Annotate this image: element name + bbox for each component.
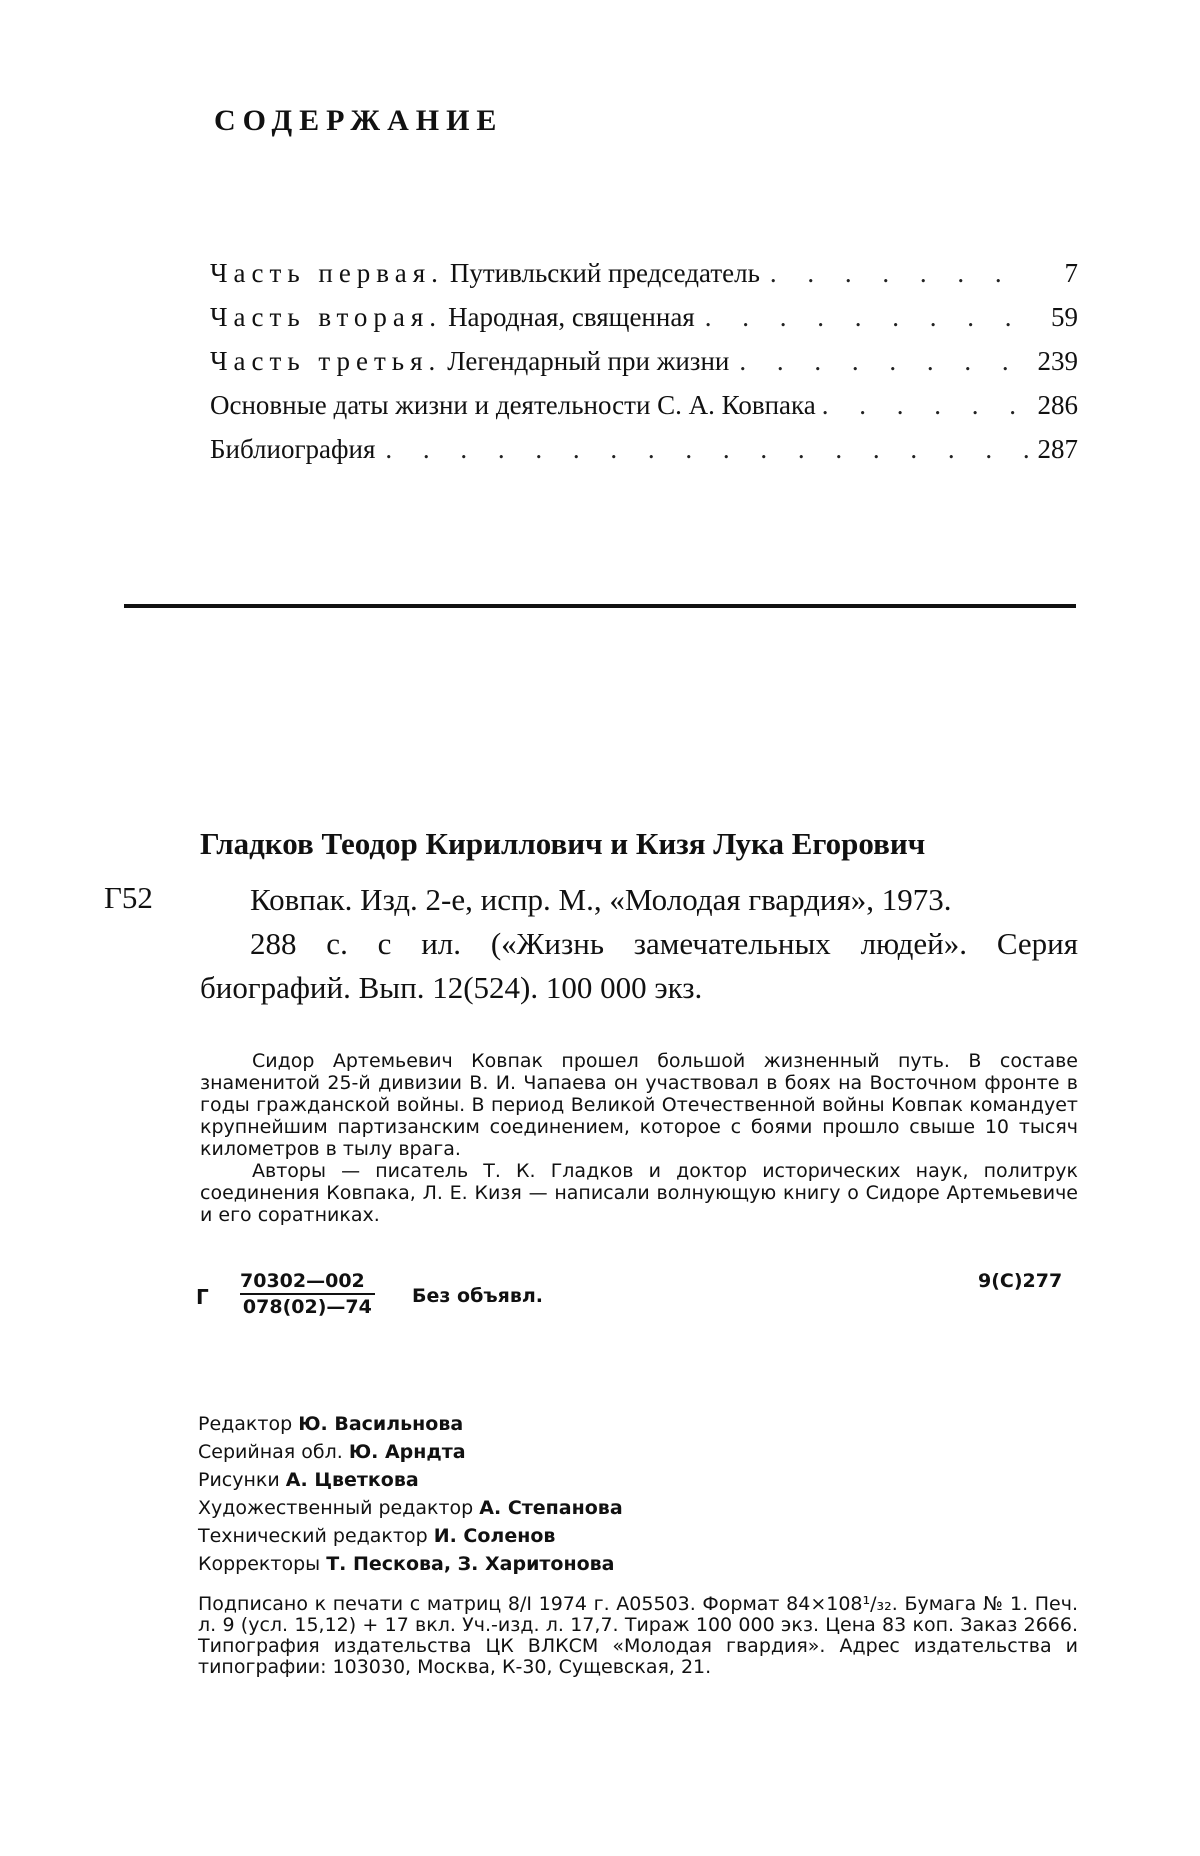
credit-row	[198, 1494, 623, 1522]
toc-part-label: Часть третья.	[210, 346, 441, 376]
annotation-paragraph: Сидор Артемьевич Ковпак прошел большой жизненный путь. В составе знаменитой 25-й дивизии В. И. Чапаева он участвовал в боях на Восточном фронте в годы гражданской войны. В период Великой Отечественной войны Ковпак командует крупнейшим партизанским соединением, которое с боями прошло свыше 10 тысяч километров в тылу врага.	[200, 1050, 1078, 1160]
credit-row	[198, 1410, 623, 1438]
credit-row	[198, 1550, 623, 1578]
record-annotation	[200, 1050, 1078, 1226]
credit-name: И. Соленов	[434, 1525, 556, 1547]
annotation-paragraph: Авторы — писатель Т. К. Гладков и доктор исторических наук, политрук соединения Ковпака, Л. Е. Кизя — написали волнующую книгу о Сидоре Артемьевиче и его соратниках.	[200, 1160, 1078, 1226]
bibliographic-record	[200, 878, 1078, 1010]
credit-name: Ю. Васильнова	[298, 1413, 463, 1435]
credit-row	[198, 1466, 623, 1494]
credit-name: Т. Пескова, З. Харитонова	[326, 1553, 614, 1575]
credit-role: Корректоры	[198, 1553, 320, 1575]
credits-list	[198, 1410, 623, 1578]
toc-leader-dots	[770, 258, 1032, 289]
record-classmark: Г52	[104, 880, 153, 916]
credit-role: Серийная обл.	[198, 1441, 343, 1463]
credit-row	[198, 1438, 623, 1466]
table-of-contents	[210, 258, 1078, 478]
credit-name: А. Степанова	[479, 1497, 622, 1519]
toc-entry[interactable]	[210, 346, 1078, 390]
toc-page-number: 7	[1042, 258, 1078, 289]
index-numerator: 70302—002	[240, 1270, 375, 1295]
credit-role: Технический редактор	[198, 1525, 428, 1547]
toc-title: Путивльский председатель	[450, 258, 760, 288]
credit-role: Художественный редактор	[198, 1497, 473, 1519]
toc-title: Легендарный при жизни	[447, 346, 729, 376]
credit-role: Рисунки	[198, 1469, 280, 1491]
imprint: Подписано к печати с матриц 8/I 1974 г. А05503. Формат 84×108¹/₃₂. Бумага № 1. Печ. л. 9 (усл. 15,12) + 17 вкл. Уч.-изд. л. 17,7. Тираж 100 000 экз. Цена 83 коп. Заказ 2666. Типография издательства ЦК ВЛКСМ «Молодая гвардия». Адрес издательства и типографии: 103030, Москва, К-30, Сущевская, 21.	[198, 1594, 1078, 1678]
toc-page-number: 239	[1038, 346, 1079, 377]
credit-row	[198, 1522, 623, 1550]
toc-entry[interactable]	[210, 258, 1078, 302]
record-physical-description: 288 с. с ил. («Жизнь замечательных людей». Серия биографий. Вып. 12(524). 100 000 экз.	[200, 922, 1078, 1010]
credit-name: А. Цветкова	[286, 1469, 419, 1491]
toc-title: Библиография	[210, 434, 375, 464]
toc-part-label: Часть первая.	[210, 258, 444, 288]
toc-part-label: Часть вторая.	[210, 302, 442, 332]
toc-title: Народная, священная	[448, 302, 695, 332]
contents-heading: СОДЕРЖАНИЕ	[214, 104, 503, 138]
credit-role: Редактор	[198, 1413, 292, 1435]
toc-leader-dots	[385, 434, 1027, 465]
toc-entry[interactable]	[210, 390, 1078, 434]
toc-page-number: 286	[1038, 390, 1079, 421]
toc-title: Основные даты жизни и деятельности С. А. Ковпака	[210, 390, 816, 420]
credit-name: Ю. Арндта	[349, 1441, 466, 1463]
section-divider	[124, 604, 1076, 608]
record-authors: Гладков Теодор Кириллович и Кизя Лука Егорович	[200, 826, 925, 862]
toc-entry[interactable]	[210, 434, 1078, 478]
index-note: Без объявл.	[412, 1285, 543, 1307]
index-denominator: 078(02)—74	[240, 1295, 375, 1318]
index-code: 9(С)277	[978, 1270, 1062, 1292]
toc-page-number: 59	[1042, 302, 1078, 333]
toc-entry[interactable]	[210, 302, 1078, 346]
index-fraction	[240, 1270, 375, 1318]
toc-leader-dots	[822, 390, 1032, 421]
toc-leader-dots	[739, 346, 1027, 377]
toc-leader-dots	[705, 302, 1032, 333]
toc-page-number: 287	[1038, 434, 1079, 465]
record-title-line: Ковпак. Изд. 2-е, испр. М., «Молодая гвардия», 1973.	[200, 878, 1078, 922]
index-letter: Г	[196, 1285, 209, 1309]
